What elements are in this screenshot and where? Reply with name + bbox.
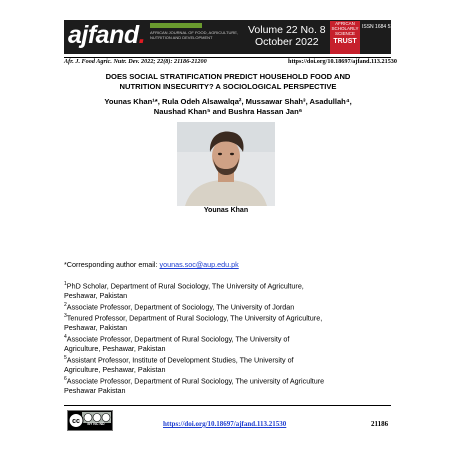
footer-doi-link[interactable]: https://doi.org/10.18697/ajfand.113.21530 <box>163 420 287 428</box>
page-number: 21186 <box>371 420 389 428</box>
authors-line-2: Naushad Khan⁵ and Bushra Hassan Jan⁶ <box>153 107 303 116</box>
cc-license-text: BY NC ND <box>87 422 105 426</box>
citation-reference: Afr. J. Food Agric. Nutr. Dev. 2022; 22(8): 21186-21200 <box>64 58 207 65</box>
affiliation-number: 3 <box>64 313 67 319</box>
photo-caption: Younas Khan <box>203 207 249 214</box>
issn-label: ISSN 1684 5374 <box>362 24 399 30</box>
affiliation-5 <box>64 354 394 374</box>
affiliation-line-1: Assistant Professor, Institute of Development Studies, The University of <box>66 355 294 365</box>
affiliation-number: 1 <box>64 281 67 287</box>
svg-text:cc: cc <box>72 418 80 425</box>
affiliation-number: 4 <box>64 334 67 340</box>
citation-doi[interactable]: https://doi.org/10.18697/ajfand.113.21530 <box>288 58 397 65</box>
trust-logo <box>330 21 360 54</box>
trust-mid: SCHOLARLY SCIENCE <box>331 26 359 36</box>
affiliation-4 <box>64 333 394 353</box>
author-portrait-image <box>177 122 275 206</box>
corresponding-author <box>64 260 394 269</box>
affiliation-number: 2 <box>64 302 67 308</box>
authors-line-1: Younas Khan¹*, Rula Odeh Alsawalqa², Mussawar Shah³, Asadullah⁴, <box>104 97 352 106</box>
journal-tagline: AFRICAN JOURNAL OF FOOD, AGRICULTURE, NUTRITION AND DEVELOPMENT <box>150 30 239 40</box>
affiliation-line-2: Peshawar, Pakistan <box>64 290 128 300</box>
author-photo <box>177 122 275 206</box>
trust-top: AFRICAN <box>335 21 355 26</box>
affiliation-line-2: Agriculture, Peshawar, Pakistan <box>64 364 166 374</box>
affiliation-1 <box>64 280 394 300</box>
affiliation-2 <box>64 301 394 312</box>
title-line-1: DOES SOCIAL STRATIFICATION PREDICT HOUSEHOLD FOOD AND <box>105 72 351 81</box>
cc-icon <box>68 411 112 430</box>
affiliation-number: 6 <box>64 376 67 382</box>
author-list <box>64 97 392 117</box>
title-line-2: NUTRITION INSECURITY? A SOCIOLOGICAL PERSPECTIVE <box>119 82 337 91</box>
issue-date: October 2022 <box>255 36 319 48</box>
affiliation-number: 5 <box>64 355 67 361</box>
affiliation-3 <box>64 312 394 332</box>
affiliation-line-1: Tenured Professor, Department of Rural Sociology, The University of Agriculture, <box>66 313 323 323</box>
affiliation-line-2: Peshawar Pakistan <box>64 385 126 395</box>
affiliation-line-1: PhD Scholar, Department of Rural Sociology, The University of Agriculture, <box>66 281 304 291</box>
tagline-bar <box>150 23 202 28</box>
affiliation-line-2: Peshawar, Pakistan <box>64 322 128 332</box>
paper-title <box>64 72 392 92</box>
cc-license-badge[interactable] <box>67 410 113 431</box>
affiliation-line-1: Associate Professor, Department of Rural Sociology, The University of <box>66 334 290 344</box>
affiliation-line-1: Associate Professor, Department of Sociology, The University of Jordan <box>66 302 295 312</box>
affiliation-line-2: Agriculture, Peshawar, Pakistan <box>64 343 166 353</box>
corresponding-email-link[interactable]: younas.soc@aup.edu.pk <box>159 260 239 269</box>
footer-divider <box>64 405 391 406</box>
trust-big: TRUST <box>333 38 357 45</box>
journal-logo: ajfand. <box>68 21 146 49</box>
corresponding-label: *Corresponding author email: <box>64 260 160 269</box>
affiliation-line-1: Associate Professor, Department of Rural Sociology, The university of Agriculture <box>66 376 325 386</box>
volume-label: Volume 22 No. 8 <box>248 24 326 36</box>
affiliation-6 <box>64 375 394 395</box>
